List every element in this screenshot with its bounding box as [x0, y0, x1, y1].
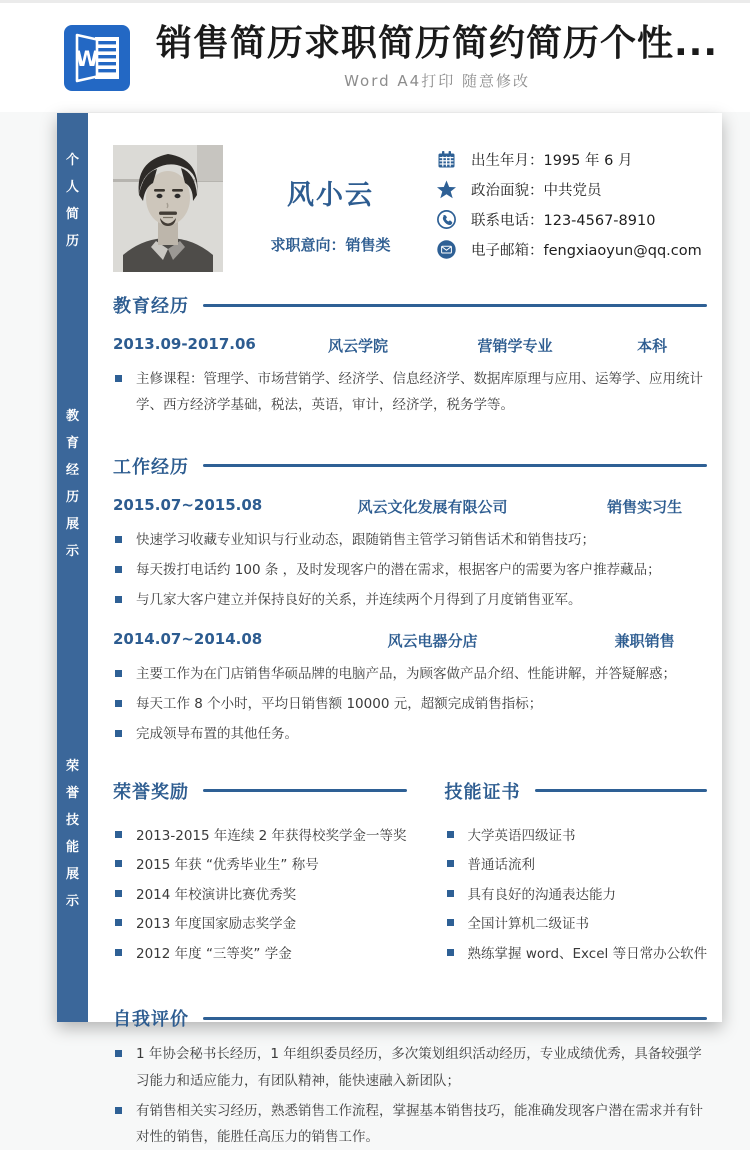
profile-photo	[113, 145, 223, 272]
section-title: 教育经历	[113, 296, 189, 317]
email-address: 电子邮箱：fengxiaoyun@qq.com	[471, 243, 702, 259]
page-banner	[0, 0, 750, 112]
section-rule	[203, 304, 707, 307]
section-title: 技能证书	[444, 781, 521, 803]
work-bullets-1	[113, 527, 707, 614]
work-bullets-2	[113, 661, 707, 748]
birth-date: 出生年月：1995 年 6 月	[471, 153, 633, 169]
list-item: 具有良好的沟通表达能力	[445, 887, 708, 905]
evaluation-bullets	[113, 1041, 707, 1150]
section-honors	[113, 778, 407, 804]
section-title: 荣誉奖励	[113, 781, 189, 803]
side-rail	[57, 113, 88, 1022]
work-company: 风云电器分店	[387, 631, 478, 650]
mail-icon	[436, 239, 457, 260]
section-title: 工作经历	[113, 456, 189, 478]
list-item: 1 年协会秘书长经历，1 年组织委员经历，多次策划组织活动经历，专业成绩优秀，具备较强学习能力和适应能力，有团队精神，能快速融入新团队；	[113, 1041, 707, 1094]
info-row-phone	[436, 209, 702, 230]
work-role: 销售实习生	[607, 497, 683, 516]
section-work	[113, 453, 707, 479]
list-item: 主修课程：管理学、市场营销学、经济学、信息经济学、数据库原理与应用、运筹学、应用统计学、西方经济学基础，税法，英语，审计，经济学，税务学等。	[113, 366, 707, 419]
section-education	[113, 292, 707, 318]
list-item: 与几家大客户建立并保持良好的关系，并连续两个月得到了月度销售亚军。	[113, 587, 707, 613]
column-gap	[407, 778, 445, 976]
skills-list	[445, 828, 708, 964]
resume-content	[88, 113, 750, 1146]
page-title: 销售简历求职简历简约简历个性...	[156, 23, 719, 65]
rail-label-education: 教 育 经 历 展 示	[65, 409, 79, 559]
list-item: 2013-2015 年连续 2 年获得校奖学金一等奖	[113, 828, 407, 846]
work-period: 2014.07~2014.08	[113, 629, 263, 648]
education-bullets	[113, 366, 707, 419]
work-entry-1	[113, 496, 707, 517]
honors-skills-columns	[113, 778, 707, 976]
section-rule	[203, 1017, 707, 1020]
list-item: 每天工作 8 个小时，平均日销售额 10000 元，超额完成销售指标；	[113, 691, 707, 717]
info-row-political	[436, 179, 702, 200]
list-item: 快速学习收藏专业知识与行业动态，跟随销售主管学习销售话术和销售技巧；	[113, 527, 707, 553]
list-item: 每天拨打电话约 100 条 ，及时发现客户的潜在需求，根据客户的需要为客户推荐藏品；	[113, 557, 707, 583]
section-rule	[203, 464, 707, 467]
list-item: 完成领导布置的其他任务。	[113, 721, 707, 747]
edu-degree: 本科	[637, 337, 668, 355]
job-objective: 求职意向：销售类	[270, 236, 391, 254]
list-item: 2014 年校演讲比赛优秀奖	[113, 887, 407, 905]
info-row-email	[436, 239, 702, 260]
candidate-name: 风小云	[287, 180, 374, 211]
word-logo-icon	[64, 25, 130, 91]
edu-school: 风云学院	[327, 337, 388, 355]
education-entry	[113, 335, 707, 356]
political-status: 政治面貌：中共党员	[471, 183, 602, 199]
work-role: 兼职销售	[614, 631, 675, 650]
phone-icon	[436, 209, 457, 230]
info-row-birth	[436, 149, 702, 170]
work-company: 风云文化发展有限公司	[357, 497, 508, 516]
calendar-icon	[436, 149, 457, 170]
list-item: 熟练掌握 word、Excel 等日常办公软件	[445, 946, 708, 964]
rail-label-honors: 荣 誉 技 能 展 示	[65, 759, 79, 909]
identity-block	[243, 145, 418, 255]
skills-column	[445, 778, 708, 976]
list-item: 有销售相关实习经历，熟悉销售工作流程，掌握基本销售技巧，能准确发现客户潜在需求并有针对性的销售，能胜任高压力的销售工作。	[113, 1098, 707, 1150]
edu-period: 2013.09-2017.06	[113, 335, 256, 353]
edu-major: 营销学专业	[477, 337, 553, 355]
list-item: 全国计算机二级证书	[445, 916, 708, 934]
list-item: 普通话流利	[445, 857, 708, 875]
profile-header	[113, 145, 707, 272]
contact-info	[436, 145, 702, 269]
star-icon	[436, 179, 457, 200]
resume-page	[57, 113, 722, 1146]
page-subtitle: Word A4打印 随意修改	[344, 71, 530, 90]
section-rule	[535, 789, 708, 792]
work-period: 2015.07~2015.08	[113, 495, 263, 514]
section-skills	[445, 778, 708, 804]
section-rule	[203, 789, 407, 792]
list-item: 主要工作为在门店销售华硕品牌的电脑产品，为顾客做产品介绍、性能讲解，并答疑解惑；	[113, 661, 707, 687]
section-title: 自我评价	[113, 1009, 189, 1031]
list-item: 2012 年度 “三等奖” 学金	[113, 946, 407, 964]
section-evaluation	[113, 1005, 707, 1031]
list-item: 2013 年度国家励志奖学金	[113, 916, 407, 934]
honors-column	[113, 778, 407, 976]
work-entry-2	[113, 630, 707, 651]
list-item: 2015 年获 “优秀毕业生” 称号	[113, 857, 407, 875]
phone-number: 联系电话：123-4567-8910	[471, 213, 656, 229]
honors-list	[113, 828, 407, 964]
rail-label-personal: 个 人 简 历	[65, 153, 79, 249]
list-item: 大学英语四级证书	[445, 828, 708, 846]
svg-text:W: W	[75, 46, 99, 71]
